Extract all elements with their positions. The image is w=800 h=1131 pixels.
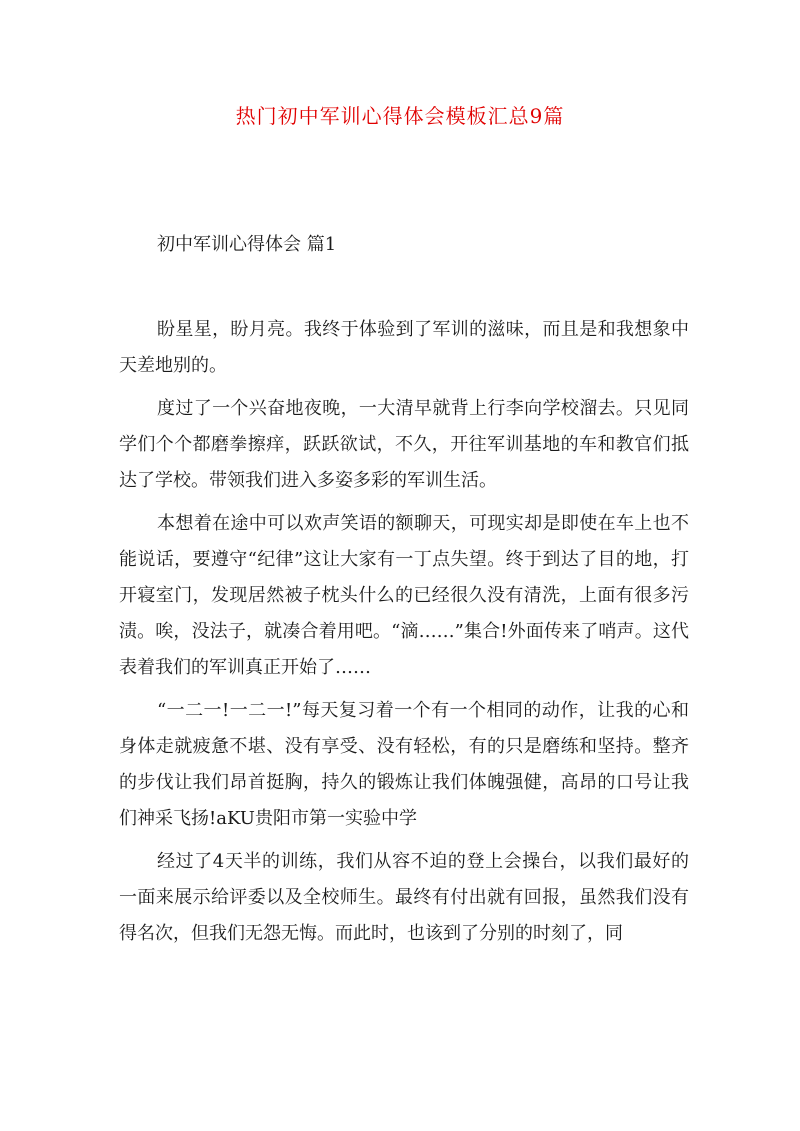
document-title: 热门初中军训心得体会模板汇总9篇 bbox=[235, 104, 565, 128]
paragraph: 度过了一个兴奋地夜晚，一大清早就背上行李向学校溜去。只见同学们个个都磨拳擦痒，跃跃欲试，不久，开往军训基地的车和教官们抵达了学校。带领我们进入多姿多彩的军训生活。 bbox=[119, 398, 689, 491]
paragraph: “一二一!一二一!”每天复习着一个有一个相同的动作，让我的心和身体走就疲惫不堪、没有享受、没有轻松，有的只是磨练和坚持。整齐的步伐让我们昂首挺胸，持久的锻炼让我们体魄强健，高昂的口号让我们神采飞扬!aKU贵阳市第一实验中学 bbox=[119, 700, 689, 829]
paragraph: 经过了4天半的训练，我们从容不迫的登上会操台，以我们最好的一面来展示给评委以及全校师生。最终有付出就有回报，虽然我们没有得名次，但我们无怨无悔。而此时，也该到了分别的时刻了，同 bbox=[119, 851, 689, 944]
paragraph: 本想着在途中可以欢声笑语的额聊天，可现实却是即使在车上也不能说话，要遵守“纪律”这让大家有一丁点失望。终于到达了目的地，打开寝室门，发现居然被子枕头什么的已经很久没有清洗，上面有很多污渍。唉，没法子，就凑合着用吧。“滴……”集合!外面传来了哨声。这代表着我们的军训真正开始了…… bbox=[119, 513, 689, 678]
paragraph: 盼星星，盼月亮。我终于体验到了军训的滋味，而且是和我想象中天差地别的。 bbox=[119, 319, 689, 376]
body-text bbox=[119, 312, 689, 959]
section-heading: 初中军训心得体会 篇1 bbox=[157, 234, 337, 255]
